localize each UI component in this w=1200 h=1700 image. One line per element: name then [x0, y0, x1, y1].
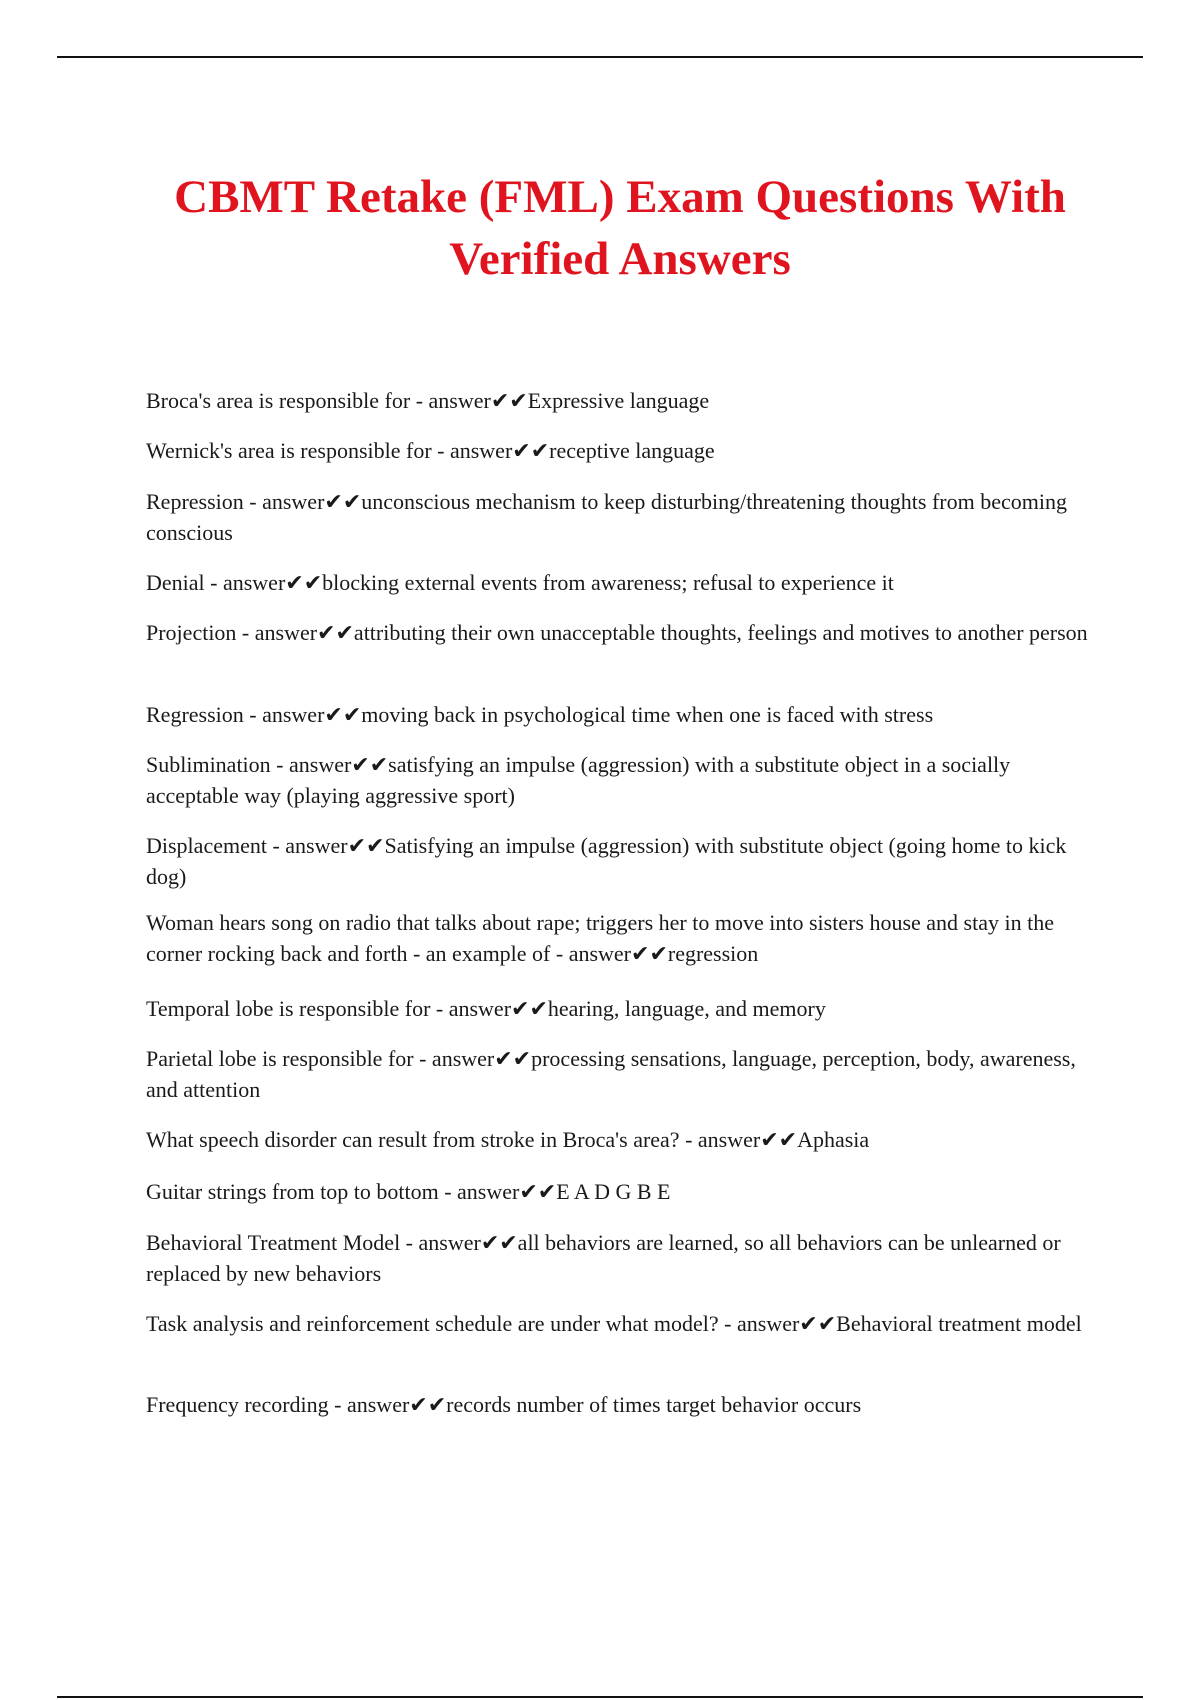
qa-item: Wernick's area is responsible for - answer✔✔receptive language [146, 438, 715, 463]
bottom-divider [57, 1696, 1143, 1698]
qa-item: Task analysis and reinforcement schedule are under what model? - answer✔✔Behavioral treatment model [146, 1311, 1082, 1336]
qa-item: What speech disorder can result from stroke in Broca's area? - answer✔✔Aphasia [146, 1127, 870, 1152]
qa-item: Temporal lobe is responsible for - answer✔✔hearing, language, and memory [146, 996, 826, 1021]
qa-item: Denial - answer✔✔blocking external events from awareness; refusal to experience it [146, 570, 894, 595]
qa-item: Repression - answer✔✔unconscious mechanism to keep disturbing/threatening thoughts from becoming conscious [146, 489, 1067, 545]
qa-item: Parietal lobe is responsible for - answer✔✔processing sensations, language, perception, body, awareness, and attention [146, 1046, 1076, 1102]
qa-item: Projection - answer✔✔attributing their own unacceptable thoughts, feelings and motives to another person [146, 620, 1088, 645]
qa-item: Frequency recording - answer✔✔records number of times target behavior occurs [146, 1392, 862, 1417]
qa-item: Displacement - answer✔✔Satisfying an impulse (aggression) with substitute object (going home to kick dog) [146, 833, 1067, 889]
qa-item: Behavioral Treatment Model - answer✔✔all behaviors are learned, so all behaviors can be unlearned or replaced by new behaviors [146, 1230, 1061, 1286]
qa-item: Sublimination - answer✔✔satisfying an impulse (aggression) with a substitute object in a socially acceptable way (playing aggressive sport) [146, 752, 1011, 808]
qa-item: Guitar strings from top to bottom - answer✔✔E A D G B E [146, 1179, 671, 1204]
document-title: CBMT Retake (FML) Exam Questions With Verified Answers [174, 171, 1066, 285]
qa-item: Woman hears song on radio that talks about rape; triggers her to move into sisters house and stay in the corner rocking back and forth - an example of - answer✔✔regression [146, 910, 1054, 966]
qa-item: Regression - answer✔✔moving back in psychological time when one is faced with stress [146, 702, 934, 727]
qa-item: Broca's area is responsible for - answer✔✔Expressive language [146, 388, 710, 413]
